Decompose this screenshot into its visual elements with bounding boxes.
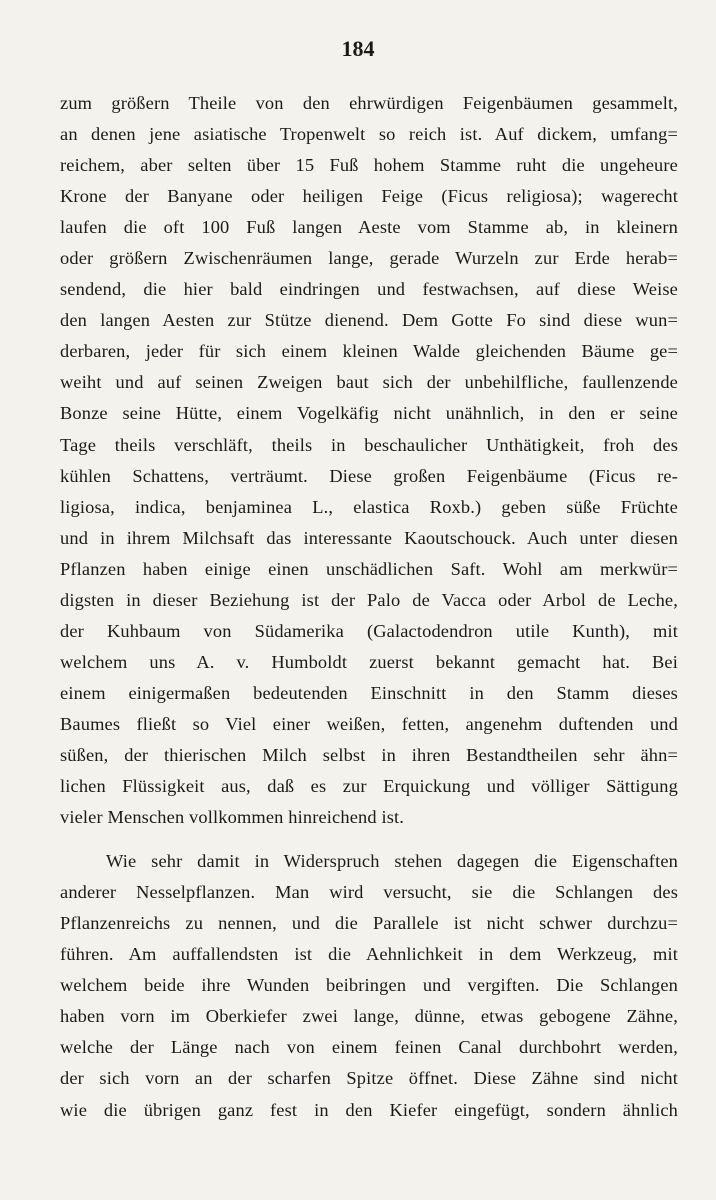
text-line: oder größern Zwischenräumen lange, gerade Wurzeln zur Erde herab=: [60, 248, 678, 269]
text-line: der Kuhbaum von Südamerika (Galactodendron utile Kunth), mit: [60, 620, 678, 641]
text-line: süßen, der thierischen Milch selbst in ihren Bestandtheilen sehr ähn=: [60, 744, 678, 765]
text-line: Bonze seine Hütte, einem Vogelkäfig nicht unähnlich, in den er seine: [60, 403, 678, 424]
body-text: [60, 88, 678, 1126]
text-line: zum größern Theile von den ehrwürdigen Feigenbäumen gesammelt,: [60, 93, 678, 113]
text-line: Pflanzenreichs zu nennen, und die Parallele ist nicht schwer durchzu=: [60, 913, 678, 934]
paragraph-2: [60, 846, 678, 1125]
text-line: einem einigermaßen bedeutenden Einschnitt in den Stamm dieses: [60, 682, 678, 703]
text-line: laufen die oft 100 Fuß langen Aeste vom Stamme ab, in kleinern: [60, 217, 678, 238]
text-line: welche der Länge nach von einem feinen Canal durchbohrt werden,: [60, 1037, 678, 1058]
text-line: Wie sehr damit in Widerspruch stehen dagegen die Eigenschaften: [106, 851, 678, 872]
text-line: an denen jene asiatische Tropenwelt so reich ist. Auf dickem, umfang=: [60, 124, 678, 145]
text-line: derbaren, jeder für sich einem kleinen Walde gleichenden Bäume ge=: [60, 341, 678, 362]
text-line: anderer Nesselpflanzen. Man wird versucht, sie die Schlangen des: [60, 882, 678, 903]
page-number: 184: [341, 36, 375, 61]
text-line: reichem, aber selten über 15 Fuß hohem Stamme ruht die ungeheure: [60, 155, 678, 176]
text-line: führen. Am auffallendsten ist die Aehnlichkeit in dem Werkzeug, mit: [60, 944, 678, 965]
paragraph-gap: [60, 833, 678, 846]
text-line: wie die übrigen ganz fest in den Kiefer eingefügt, sondern ähnlich: [60, 1099, 678, 1120]
text-line: lichen Flüssigkeit aus, daß es zur Erquickung und völliger Sättigung: [60, 776, 678, 797]
text-line: den langen Aesten zur Stütze dienend. Dem Gotte Fo sind diese wun=: [60, 310, 678, 331]
text-line: kühlen Schattens, verträumt. Diese großen Feigenbäume (Ficus re-: [60, 465, 678, 486]
text-line: Pflanzen haben einige einen unschädlichen Saft. Wohl am merkwür=: [60, 558, 678, 579]
text-line: und in ihrem Milchsaft das interessante Kaoutschouck. Auch unter diesen: [60, 527, 678, 548]
text-line: Baumes fließt so Viel einer weißen, fetten, angenehm duftenden und: [60, 713, 678, 734]
text-line: digsten in dieser Beziehung ist der Palo de Vacca oder Arbol de Leche,: [60, 589, 678, 610]
text-line: Tage theils verschläft, theils in beschaulicher Unthätigkeit, froh des: [60, 434, 678, 455]
text-line: welchem uns A. v. Humboldt zuerst bekannt gemacht hat. Bei: [60, 651, 678, 672]
text-line: welchem beide ihre Wunden beibringen und vergiften. Die Schlangen: [60, 975, 678, 996]
paragraph-1: [60, 88, 678, 833]
text-line: Krone der Banyane oder heiligen Feige (Ficus religiosa); wagerecht: [60, 186, 678, 207]
text-line: sendend, die hier bald eindringen und festwachsen, auf diese Weise: [60, 279, 678, 300]
text-line: ligiosa, indica, benjaminea L., elastica Roxb.) geben süße Früchte: [60, 496, 678, 517]
text-line: vieler Menschen vollkommen hinreichend ist.: [60, 807, 405, 828]
text-line: weiht und auf seinen Zweigen baut sich der unbehilfliche, faullenzende: [60, 372, 678, 393]
text-line: der sich vorn an der scharfen Spitze öffnet. Diese Zähne sind nicht: [60, 1068, 678, 1089]
text-line: haben vorn im Oberkiefer zwei lange, dünne, etwas gebogene Zähne,: [60, 1006, 678, 1027]
